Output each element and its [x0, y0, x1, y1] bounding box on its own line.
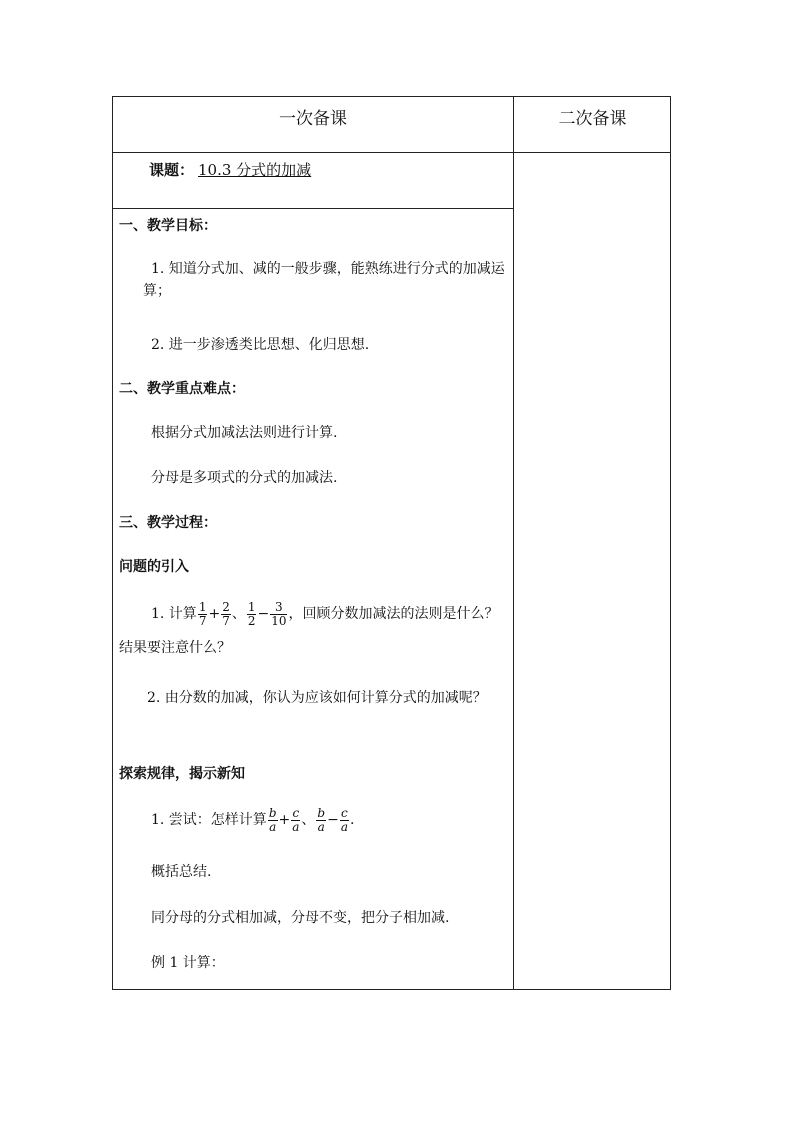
- fraction-c-a: $\frac{c}{a}$: [292, 805, 300, 834]
- summary: 概括总结.: [151, 864, 212, 880]
- separator: 、: [231, 606, 246, 622]
- fraction-1-7: $\frac{1}{7}$: [198, 599, 207, 628]
- fraction-b-a-2: $\frac{b}{a}$: [317, 805, 326, 834]
- fraction-1-2: $\frac{1}{2}$: [247, 599, 256, 628]
- question-2: 2. 由分数的加减，你认为应该如何计算分式的加减呢？: [147, 690, 487, 706]
- q1-suffix: ，回顾分数加减法的法则是什么？结果要注意什么？: [119, 606, 499, 656]
- period: .: [349, 812, 355, 828]
- question-1: [119, 597, 509, 665]
- plus-sign: +: [278, 812, 291, 828]
- goals-heading: 一、教学目标：: [119, 218, 217, 234]
- intro-heading: 问题的引入: [119, 559, 189, 575]
- fraction-c-a-2: $\frac{c}{a}$: [340, 805, 348, 834]
- lesson-title: [149, 159, 311, 180]
- key-point-1: 根据分式加减法法则进行计算.: [151, 425, 338, 441]
- key-point-2: 分母是多项式的分式的加减法.: [151, 470, 338, 486]
- column-divider: [513, 97, 514, 990]
- try-prefix: 1. 尝试：怎样计算: [151, 812, 267, 828]
- minus-sign: −: [327, 812, 339, 828]
- q1-prefix: 1. 计算: [151, 606, 197, 622]
- fraction-3-10: $\frac{3}{10}$: [271, 599, 287, 628]
- rule: 同分母的分式相加减，分母不变，把分子相加减.: [151, 910, 450, 926]
- minus-sign: −: [257, 606, 270, 622]
- goal-2: 2. 进一步渗透类比思想、化归思想.: [151, 337, 370, 353]
- header-second-prep: 二次备课: [558, 109, 627, 129]
- lesson-topic: 10.3 分式的加减: [198, 161, 312, 179]
- header-first-prep: 一次备课: [279, 109, 347, 129]
- key-points-heading: 二、教学重点难点：: [119, 381, 245, 397]
- separator: 、: [301, 812, 316, 828]
- explore-heading: 探索规律，揭示新知: [119, 766, 245, 782]
- lesson-label: 课题：: [149, 161, 195, 179]
- fraction-2-7: $\frac{2}{7}$: [222, 599, 230, 628]
- example-1: 例 1 计算：: [151, 955, 225, 971]
- process-heading: 三、教学过程：: [119, 515, 217, 531]
- lesson-plan-table: [112, 96, 671, 990]
- try-item: [119, 803, 509, 837]
- goal-1: 1. 知道分式加、减的一般步骤，能熟练进行分式的加减运算；: [143, 261, 505, 299]
- header-divider: [113, 152, 670, 153]
- fraction-b-a: $\frac{b}{a}$: [268, 805, 277, 834]
- title-divider: [113, 208, 513, 209]
- plus-sign: +: [208, 606, 221, 622]
